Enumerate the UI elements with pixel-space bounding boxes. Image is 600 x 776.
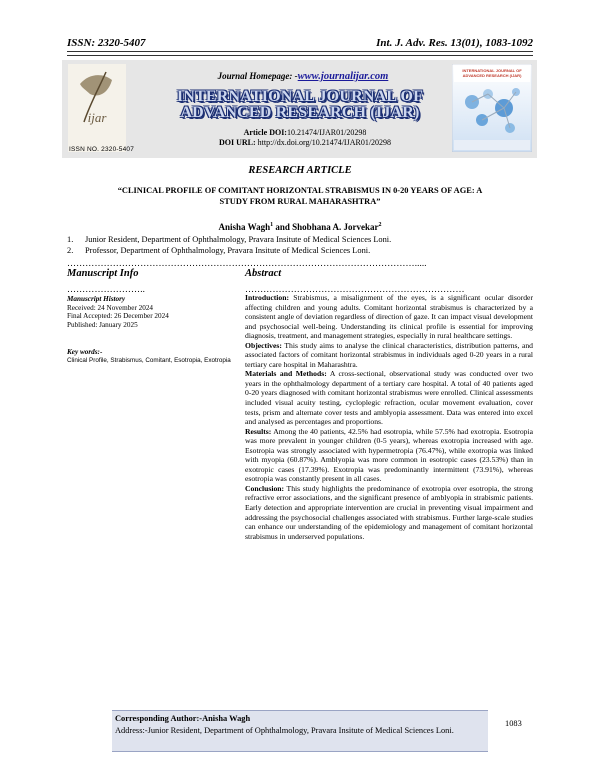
header-citation: Int. J. Adv. Res. 13(01), 1083-1092 [376, 37, 533, 49]
header-rule [67, 51, 533, 56]
article-doi-value: 10.21474/IJAR01/20298 [286, 128, 367, 137]
article-doi-label: Article DOI: [243, 128, 287, 137]
doi-url [160, 138, 450, 147]
logo-issn: ISSN NO. 2320-5407 [69, 146, 135, 153]
abstract-results [245, 427, 533, 484]
svg-text:INTERNATIONAL JOURNAL OF: INTERNATIONAL JOURNAL OF [462, 68, 522, 73]
author-list [0, 222, 600, 232]
article-title [80, 186, 520, 207]
affiliation-1-number: 1. [67, 235, 74, 244]
article-doi [160, 128, 450, 137]
history-received: Received: 24 November 2024 [67, 303, 154, 312]
journal-cover-thumbnail [452, 64, 532, 152]
homepage-label: Journal Homepage: - [217, 71, 298, 81]
keywords [67, 348, 237, 365]
logo-text: ijar [87, 110, 107, 125]
abstract-heading: Abstract [245, 268, 282, 279]
author-and: and [273, 222, 293, 232]
author-2: Shobhana A. Jorvekar [292, 222, 379, 232]
corresponding-author-address: Address:-Junior Resident, Department of Ophthalmology, Pravara Insitute of Medical Sciences Loni. [115, 726, 454, 735]
conclusion-label: Conclusion: [245, 483, 285, 493]
journal-title [150, 89, 450, 121]
homepage-link[interactable]: www.journalijar.com [297, 71, 389, 82]
page-number: 1083 [505, 719, 522, 728]
doi-url-value[interactable]: http://dx.doi.org/10.21474/IJAR01/20298 [257, 138, 392, 147]
journal-title-line1: INTERNATIONAL JOURNAL OF [176, 88, 424, 105]
author-1: Anisha Wagh [218, 222, 271, 232]
history-accepted: Final Accepted: 26 December 2024 [67, 312, 169, 321]
author-2-sup: 2 [378, 222, 382, 228]
objectives-label: Objectives: [245, 340, 282, 350]
abstract-conclusion [245, 484, 533, 541]
manuscript-info-dots: …………………….. [67, 286, 145, 292]
manuscript-info-heading: Manuscript Info [67, 268, 139, 279]
doi-url-label: DOI URL: [218, 138, 256, 147]
abstract-methods [245, 369, 533, 426]
intro-text: Strabismus, a misalignment of the eyes, is a significant ocular disorder affecting children and young adults. Comitant horizontal strabismus is characterized by a consistent angle of deviation regardless of direction of gaze. It can impact visual development and psychosocial well-being. Understanding its clinical profile is essential for improving diagnosis, treatment, and management strategies, especially in rural healthcare settings. [245, 293, 533, 341]
article-title-line1: “CLINICAL PROFILE OF COMITANT HORIZONTAL STRABISMUS IN 0-20 YEARS OF AGE: A [117, 186, 483, 195]
methods-text: A cross-sectional, observational study was conducted over two years in the ophthalmology department of a tertiary care hospital. A total of 40 patients aged 0-20 years diagnosed with comitant horizontal strabismus were enrolled. Clinical assessments included visual acuity testing, cycloplegic refraction, ocular movement evaluation, cover tests, prism and alternate cover tests and amblyopia assessment. Data was entered into excel and analysed as percentages and proportions. [245, 369, 533, 427]
article-title-line2: STUDY FROM RURAL MAHARASHTRA” [219, 196, 381, 206]
journal-homepage [188, 71, 418, 82]
results-label: Results: [245, 426, 272, 436]
abstract-objectives [245, 341, 533, 370]
affiliation-1-text: Junior Resident, Department of Ophthalmology, Pravara Insitute of Medical Sciences Loni. [85, 235, 392, 244]
manuscript-history [67, 295, 169, 329]
keywords-values: Clinical Profile, Strabismus, Comitant, Esotropia, Exotropia [67, 356, 231, 364]
history-published: Published: January 2025 [67, 320, 138, 329]
corresponding-author-label: Corresponding Author:-Anisha Wagh [115, 714, 251, 723]
header-issn: ISSN: 2320-5407 [67, 37, 146, 49]
svg-text:ADVANCED RESEARCH (IJAR): ADVANCED RESEARCH (IJAR) [462, 73, 522, 78]
affiliation-2-number: 2. [67, 246, 74, 255]
abstract-body [245, 293, 533, 541]
author-1-sup: 1 [270, 222, 274, 228]
dotted-rule: ……………………………………………………………………………………………………..... [67, 260, 427, 266]
affiliation-1 [67, 235, 391, 244]
affiliation-2 [67, 246, 370, 255]
abstract-dots: ……………………………………………………………… [245, 286, 465, 292]
article-type: RESEARCH ARTICLE [248, 165, 352, 176]
corresponding-author-box [112, 710, 488, 752]
affiliation-2-text: Professor, Department of Ophthalmology, Pravara Insitute of Medical Sciences Loni. [85, 246, 371, 255]
abstract-introduction [245, 293, 533, 341]
results-text: Among the 40 patients, 42.5% had esotropia, while 57.5% had exotropia. Esotropia was more prevalent in younger children (0-5 years), whereas exotropia increased with age. Esotropia was strongly associated with hypermetropia (76.47%), while exotropia was linked with myopia (60.87%). Amblyopia was more common in esotropic cases (23.53%) than in exotropic cases (17.39%). Exotropia was predominantly intermittent (73.91%), whereas esotropia was constantly present in all cases. [245, 426, 533, 484]
journal-title-line2: ADVANCED RESEARCH (IJAR) [180, 104, 420, 121]
conclusion-text: This study highlights the predominance of exotropia over esotropia, the strong refractive error associations, and the significant presence of amblyopia in strabismic patients. Early detection and appropriate intervention are crucial in preventing visual impairment and addressing the psychosocial challenges associated with strabismus. Further large-scale studies can enhance our understanding of the epidemiology and management of comitant horizontal strabismus in underserved populations. [245, 483, 533, 541]
intro-label: Introduction: [245, 293, 290, 302]
journal-logo [68, 64, 126, 152]
keywords-heading: Key words:- [67, 348, 103, 356]
objectives-text: This study aims to analyse the clinical characteristics, distribution patterns, and associated factors of comitant horizontal strabismus in individuals aged 0-20 years in a rural tertiary care hospital in Maharashtra. [245, 340, 533, 369]
methods-label: Materials and Methods: [245, 369, 327, 379]
history-heading: Manuscript History [67, 295, 126, 303]
